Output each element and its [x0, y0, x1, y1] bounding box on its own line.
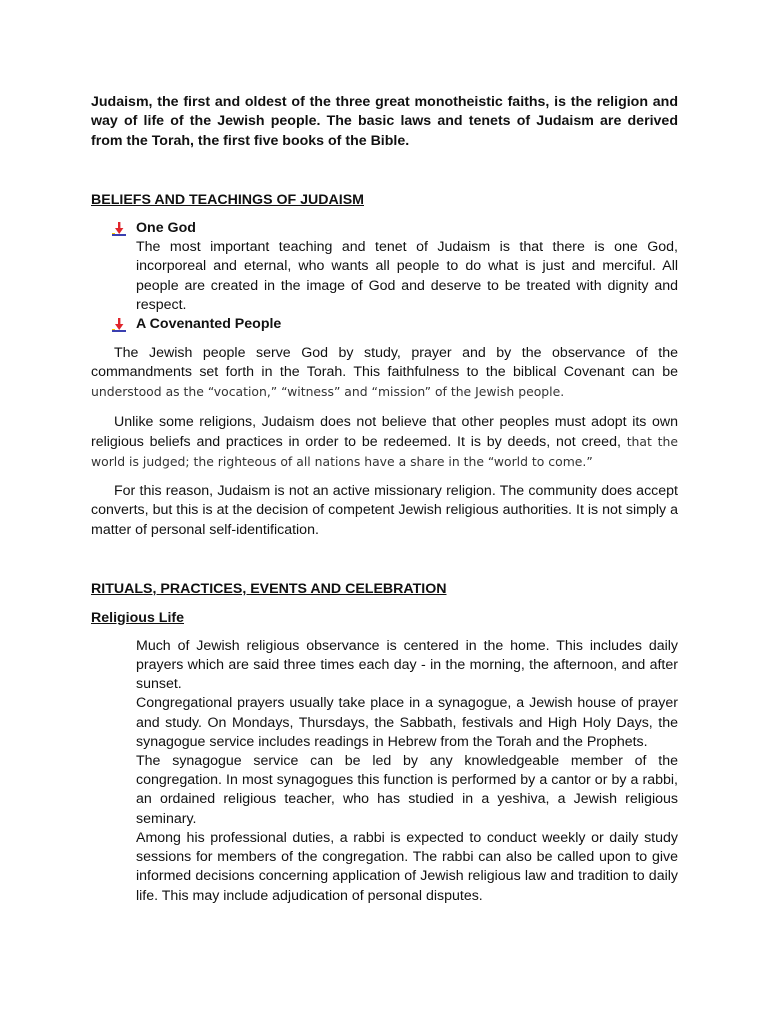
paragraph-text-tail: that the world is judged; the righteous of all nations have a share in the “world to come.”: [91, 433, 678, 470]
body-paragraph: The synagogue service can be led by any knowledgeable member of the congregation. In most synagogues this function is performed by a cantor or by a rabbi, an ordained religious teacher, who has studied in a yeshiva, a Jewish religious seminary.: [136, 753, 678, 827]
section-heading-beliefs: BELIEFS AND TEACHINGS OF JUDAISM: [91, 192, 364, 209]
bullet-covenanted-people: [91, 315, 678, 334]
paragraph-text-tail: understood as the “vocation,” “witness” and “mission” of the Jewish people.: [91, 384, 565, 400]
paragraph-text: For this reason, Judaism is not an active missionary religion. The community does accept converts, but this is at the decision of competent Jewish religious authorities. It is not simply a matter of personal self-identification.: [91, 483, 678, 538]
beliefs-bullet-list: [91, 219, 678, 334]
bullet-title: A Covenanted People: [136, 316, 282, 333]
body-paragraph: Much of Jewish religious observance is centered in the home. This includes daily prayers which are said three times each day - in the morning, the afternoon, and after sunset.: [136, 637, 678, 693]
arrow-bullet-icon: [112, 318, 126, 332]
bullet-body: The most important teaching and tenet of Judaism is that there is one God, incorporeal and eternal, who wants all people to do what is just and merciful. All people are created in the image of God and deserve to be treated with dignity and respect.: [136, 239, 678, 313]
section-heading-rituals: RITUALS, PRACTICES, EVENTS AND CELEBRATION: [91, 580, 447, 597]
intro-paragraph: Judaism, the first and oldest of the three great monotheistic faiths, is the religion and way of life of the Jewish people. The basic laws and tenets of Judaism are derived from the Torah, the first five books of the Bible.: [91, 94, 678, 149]
bullet-one-god: [91, 219, 678, 315]
body-paragraph: [91, 413, 678, 473]
arrow-bullet-icon: [112, 222, 126, 236]
bullet-title: One God: [136, 220, 196, 237]
subheading-religious-life: Religious Life: [91, 609, 185, 626]
body-paragraph: [91, 482, 678, 540]
paragraph-text: The Jewish people serve God by study, prayer and by the observance of the commandments set forth in the Torah. This faithfulness to the biblical Covenant can be: [91, 345, 678, 381]
body-paragraph: [91, 344, 678, 403]
religious-life-block: [136, 637, 678, 906]
document-page: [91, 93, 678, 906]
body-paragraph: Among his professional duties, a rabbi is expected to conduct weekly or daily study sessions for members of the congregation. The rabbi can also be called upon to give informed decisions concerning application of Jewish religious law and tradition to daily life. This may include adjudication of personal disputes.: [136, 829, 678, 904]
paragraph-text: Unlike some religions, Judaism does not believe that other peoples must adopt its own religious beliefs and practices in order to be redeemed. It is by deeds, not creed,: [91, 413, 678, 450]
body-paragraph: Congregational prayers usually take place in a synagogue, a Jewish house of prayer and study. On Mondays, Thursdays, the Sabbath, festivals and High Holy Days, the synagogue service includes readings in Hebrew from the Torah and the Prophets.: [136, 695, 678, 750]
